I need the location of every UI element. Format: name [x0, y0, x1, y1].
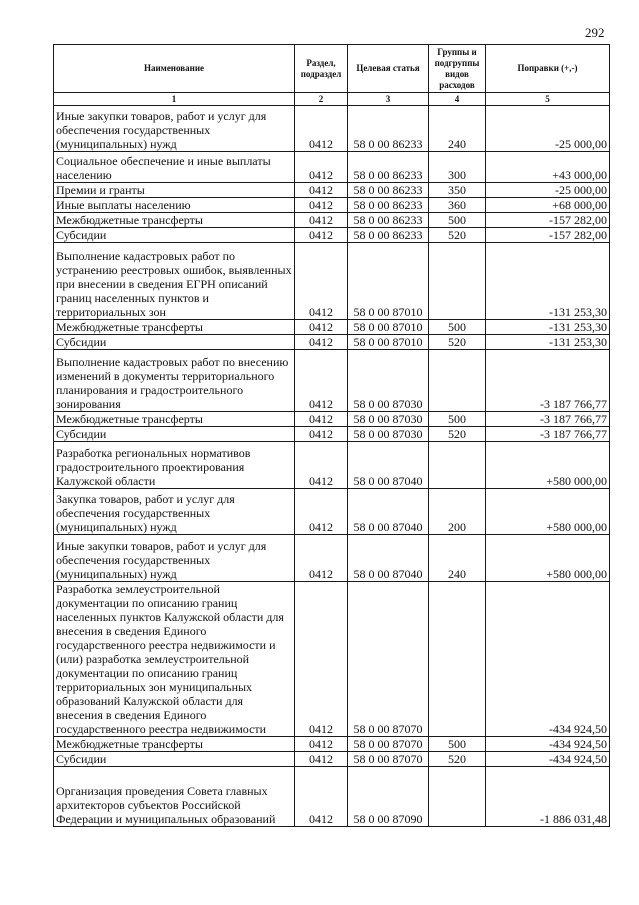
table-row — [54, 752, 610, 767]
table-row — [54, 737, 610, 752]
column-number: 1 — [54, 93, 295, 106]
row-section: 0412 — [295, 350, 348, 412]
column-numbers-row — [54, 93, 610, 106]
row-section: 0412 — [295, 442, 348, 489]
table-row — [54, 412, 610, 427]
row-amount: +580 000,00 — [486, 535, 610, 582]
row-name: Межбюджетные трансферты — [54, 213, 295, 228]
row-group: 240 — [429, 106, 486, 152]
row-amount: -25 000,00 — [486, 183, 610, 198]
header-article: Целевая статья — [348, 45, 429, 93]
row-name: Организация проведения Совета главных архитекторов субъектов Российской Федерации и муниципальных образований — [54, 767, 295, 827]
header-groups: Группы и подгруппы видов расходов — [429, 45, 486, 93]
row-article: 58 0 00 87010 — [348, 243, 429, 320]
row-name: Межбюджетные трансферты — [54, 412, 295, 427]
page-number: 292 — [585, 25, 605, 40]
row-amount: -1 886 031,48 — [486, 767, 610, 827]
row-amount: -434 924,50 — [486, 582, 610, 737]
row-amount: -25 000,00 — [486, 106, 610, 152]
row-section: 0412 — [295, 198, 348, 213]
row-article: 58 0 00 87040 — [348, 442, 429, 489]
row-group — [429, 350, 486, 412]
table-row — [54, 767, 610, 827]
table-row — [54, 106, 610, 152]
row-group: 500 — [429, 412, 486, 427]
row-group: 200 — [429, 489, 486, 535]
row-amount: -131 253,30 — [486, 243, 610, 320]
row-name: Выполнение кадастровых работ по устранению реестровых ошибок, выявленных при внесении в сведения ЕГРН описаний границ населенных пунктов и территориальных зон — [54, 243, 295, 320]
row-section: 0412 — [295, 737, 348, 752]
row-group: 350 — [429, 183, 486, 198]
row-amount: -434 924,50 — [486, 752, 610, 767]
row-article: 58 0 00 86233 — [348, 213, 429, 228]
row-section: 0412 — [295, 335, 348, 350]
column-number: 4 — [429, 93, 486, 106]
row-amount: -131 253,30 — [486, 320, 610, 335]
row-section: 0412 — [295, 320, 348, 335]
row-section: 0412 — [295, 213, 348, 228]
row-section: 0412 — [295, 767, 348, 827]
row-amount: -157 282,00 — [486, 213, 610, 228]
row-amount: -434 924,50 — [486, 737, 610, 752]
row-section: 0412 — [295, 582, 348, 737]
header-section: Раздел, подраздел — [295, 45, 348, 93]
row-group: 520 — [429, 427, 486, 442]
row-article: 58 0 00 86233 — [348, 183, 429, 198]
row-article: 58 0 00 86233 — [348, 198, 429, 213]
table-row — [54, 335, 610, 350]
row-name: Выполнение кадастровых работ по внесению изменений в документы территориального планирования и градостроительного зонирования — [54, 350, 295, 412]
row-section: 0412 — [295, 412, 348, 427]
row-article: 58 0 00 87030 — [348, 350, 429, 412]
row-name: Разработка региональных нормативов градостроительного проектирования Калужской области — [54, 442, 295, 489]
table-row — [54, 582, 610, 737]
row-group: 520 — [429, 335, 486, 350]
row-section: 0412 — [295, 243, 348, 320]
row-section: 0412 — [295, 106, 348, 152]
row-name: Межбюджетные трансферты — [54, 737, 295, 752]
row-amount: -157 282,00 — [486, 228, 610, 243]
row-name: Субсидии — [54, 228, 295, 243]
row-article: 58 0 00 87040 — [348, 535, 429, 582]
row-name: Закупка товаров, работ и услуг для обеспечения государственных (муниципальных) нужд — [54, 489, 295, 535]
row-group: 500 — [429, 737, 486, 752]
row-amount: -3 187 766,77 — [486, 427, 610, 442]
row-section: 0412 — [295, 228, 348, 243]
row-group: 520 — [429, 752, 486, 767]
row-name: Иные выплаты населению — [54, 198, 295, 213]
table-row — [54, 213, 610, 228]
row-group — [429, 243, 486, 320]
table-row — [54, 320, 610, 335]
row-article: 58 0 00 87040 — [348, 489, 429, 535]
table-row — [54, 350, 610, 412]
row-group: 500 — [429, 320, 486, 335]
row-group: 300 — [429, 152, 486, 183]
row-article: 58 0 00 86233 — [348, 152, 429, 183]
table-row — [54, 183, 610, 198]
table-row — [54, 489, 610, 535]
row-name: Иные закупки товаров, работ и услуг для обеспечения государственных (муниципальных) нужд — [54, 535, 295, 582]
row-article: 58 0 00 87070 — [348, 582, 429, 737]
column-number: 2 — [295, 93, 348, 106]
table-row — [54, 152, 610, 183]
row-section: 0412 — [295, 183, 348, 198]
row-article: 58 0 00 87030 — [348, 412, 429, 427]
header-amendments: Поправки (+,-) — [486, 45, 610, 93]
table-row — [54, 243, 610, 320]
row-article: 58 0 00 87030 — [348, 427, 429, 442]
row-group: 500 — [429, 213, 486, 228]
row-article: 58 0 00 87010 — [348, 335, 429, 350]
row-amount: +68 000,00 — [486, 198, 610, 213]
row-section: 0412 — [295, 752, 348, 767]
table-row — [54, 228, 610, 243]
row-name: Иные закупки товаров, работ и услуг для обеспечения государственных (муниципальных) нужд — [54, 106, 295, 152]
row-section: 0412 — [295, 489, 348, 535]
row-group: 360 — [429, 198, 486, 213]
column-number: 5 — [486, 93, 610, 106]
row-group — [429, 582, 486, 737]
table-row — [54, 535, 610, 582]
row-name: Субсидии — [54, 335, 295, 350]
row-article: 58 0 00 87010 — [348, 320, 429, 335]
budget-amendments-table — [53, 44, 610, 827]
row-amount: -131 253,30 — [486, 335, 610, 350]
row-group — [429, 767, 486, 827]
row-name: Премии и гранты — [54, 183, 295, 198]
row-amount: +580 000,00 — [486, 442, 610, 489]
row-name: Субсидии — [54, 752, 295, 767]
row-group: 240 — [429, 535, 486, 582]
row-section: 0412 — [295, 427, 348, 442]
row-name: Межбюджетные трансферты — [54, 320, 295, 335]
row-name: Субсидии — [54, 427, 295, 442]
row-name: Социальное обеспечение и иные выплаты населению — [54, 152, 295, 183]
row-amount: +580 000,00 — [486, 489, 610, 535]
row-article: 58 0 00 86233 — [348, 106, 429, 152]
row-amount: -3 187 766,77 — [486, 350, 610, 412]
row-group — [429, 442, 486, 489]
table-row — [54, 442, 610, 489]
row-name: Разработка землеустроительной документации по описанию границ населенных пунктов Калужской области для внесения в сведения Единого государственного реестра недвижимости и (или) разработка землеустроительной документации по описанию границ территориальных зон муниципальных образований Калужской области для внесения в сведения Единого государственного реестра недвижимости — [54, 582, 295, 737]
table-row — [54, 198, 610, 213]
row-article: 58 0 00 87070 — [348, 752, 429, 767]
row-group: 520 — [429, 228, 486, 243]
row-amount: -3 187 766,77 — [486, 412, 610, 427]
table-row — [54, 427, 610, 442]
row-article: 58 0 00 86233 — [348, 228, 429, 243]
column-number: 3 — [348, 93, 429, 106]
row-amount: +43 000,00 — [486, 152, 610, 183]
row-section: 0412 — [295, 535, 348, 582]
header-name: Наименование — [54, 45, 295, 93]
row-article: 58 0 00 87070 — [348, 737, 429, 752]
row-article: 58 0 00 87090 — [348, 767, 429, 827]
row-section: 0412 — [295, 152, 348, 183]
table-header-row — [54, 45, 610, 93]
